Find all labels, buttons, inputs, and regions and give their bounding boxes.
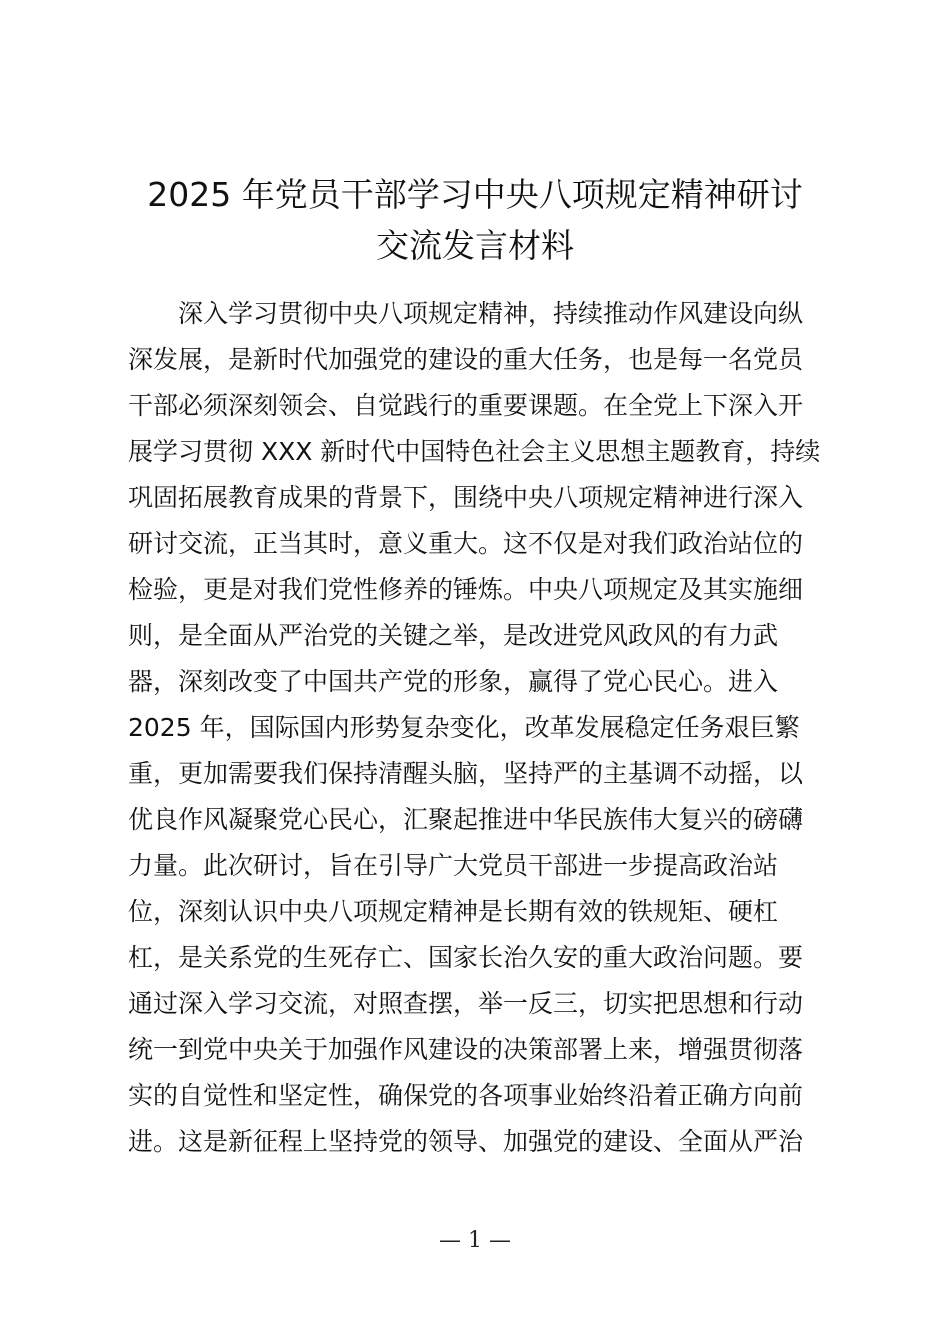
body-text-line: 重，更加需要我们保持清醒头脑，坚持严的主基调不动摇，以 [128,759,804,788]
body-text-line: 优良作风凝聚党心民心，汇聚起推进中华民族伟大复兴的磅礴 [128,805,804,834]
body-text-line: 实的自觉性和坚定性，确保党的各项事业始终沿着正确方向前 [128,1081,804,1110]
body-text-line: 通过深入学习交流，对照查摆，举一反三，切实把思想和行动 [128,989,804,1018]
body-text-line: 进。这是新征程上坚持党的领导、加强党的建设、全面从严治 [128,1127,804,1156]
body-text-line: 位，深刻认识中央八项规定精神是长期有效的铁规矩、硬杠 [128,897,779,926]
body-text-line: 杠，是关系党的生死存亡、国家长治久安的重大政治问题。要 [128,943,804,972]
document-title-line-2: 交流发言材料 [376,226,574,265]
page-number: — 1 — [439,1228,511,1253]
body-text-line: 检验，更是对我们党性修养的锤炼。中央八项规定及其实施细 [128,575,804,604]
body-text-line: 则，是全面从严治党的关键之举，是改进党风政风的有力武 [128,621,779,650]
body-text-line: 干部必须深刻领会、自觉践行的重要课题。在全党上下深入开 [128,391,804,420]
body-text-line: 2025 年，国际国内形势复杂变化，改革发展稳定任务艰巨繁 [128,713,800,742]
body-text-line: 深入学习贯彻中央八项规定精神，持续推动作风建设向纵 [178,299,804,328]
body-text-line: 器，深刻改变了中国共产党的形象，赢得了党心民心。进入 [128,667,779,696]
document-title-line-1: 2025 年党员干部学习中央八项规定精神研讨 [147,175,803,214]
body-text-line: 研讨交流，正当其时，意义重大。这不仅是对我们政治站位的 [128,529,804,558]
body-text-line: 深发展，是新时代加强党的建设的重大任务，也是每一名党员 [128,345,804,374]
body-text-line: 统一到党中央关于加强作风建设的决策部署上来，增强贯彻落 [128,1035,804,1064]
body-text-line: 力量。此次研讨，旨在引导广大党员干部进一步提高政治站 [128,851,779,880]
body-text-line: 巩固拓展教育成果的背景下，围绕中央八项规定精神进行深入 [128,483,804,512]
body-text-line: 展学习贯彻 XXX 新时代中国特色社会主义思想主题教育，持续 [128,437,821,466]
